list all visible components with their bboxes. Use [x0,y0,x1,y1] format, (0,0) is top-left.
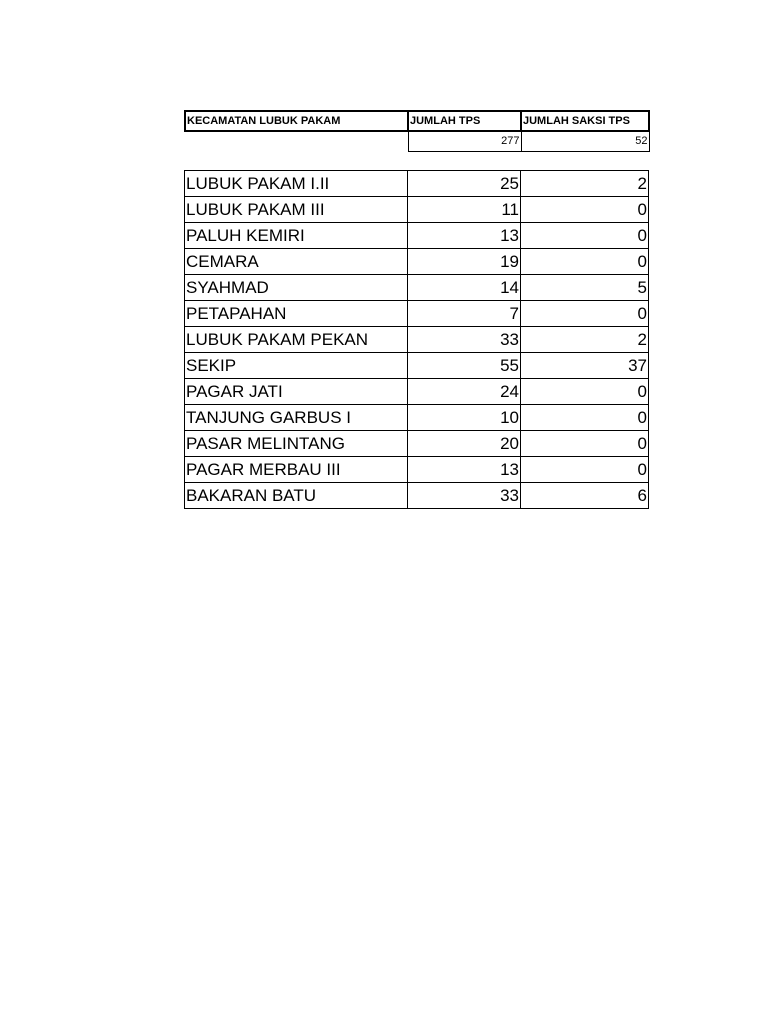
table-row [185,405,649,431]
tps-count-cell: 10 [408,405,521,431]
village-table [184,170,649,509]
village-name-cell: PAGAR MERBAU III [185,457,408,483]
village-name-cell: LUBUK PAKAM III [185,197,408,223]
total-saksi: 52 [521,131,649,151]
tps-count-cell: 19 [408,249,521,275]
village-name-cell: LUBUK PAKAM PEKAN [185,327,408,353]
village-name-cell: PETAPAHAN [185,301,408,327]
village-name-cell: BAKARAN BATU [185,483,408,509]
village-name-cell: LUBUK PAKAM I.II [185,171,408,197]
tps-count-cell: 7 [408,301,521,327]
total-blank-cell [185,131,408,151]
tps-count-cell: 33 [408,327,521,353]
table-row [185,379,649,405]
saksi-count-cell: 0 [521,457,649,483]
saksi-count-cell: 0 [521,223,649,249]
tps-count-cell: 13 [408,223,521,249]
saksi-count-cell: 0 [521,249,649,275]
saksi-count-cell: 0 [521,197,649,223]
saksi-count-cell: 6 [521,483,649,509]
summary-total-row [185,131,649,151]
village-name-cell: PAGAR JATI [185,379,408,405]
tps-count-cell: 14 [408,275,521,301]
village-name-cell: PASAR MELINTANG [185,431,408,457]
saksi-count-cell: 0 [521,405,649,431]
table-row [185,249,649,275]
saksi-count-cell: 0 [521,301,649,327]
saksi-count-cell: 2 [521,171,649,197]
tps-count-cell: 20 [408,431,521,457]
summary-header-row [185,111,649,131]
table-row [185,457,649,483]
saksi-count-cell: 2 [521,327,649,353]
table-row [185,197,649,223]
village-table-body [185,171,649,509]
saksi-count-cell: 5 [521,275,649,301]
header-jumlah-tps: JUMLAH TPS [408,111,521,131]
table-row [185,275,649,301]
tps-count-cell: 13 [408,457,521,483]
tps-count-cell: 55 [408,353,521,379]
header-kecamatan: KECAMATAN LUBUK PAKAM [185,111,408,131]
tps-count-cell: 11 [408,197,521,223]
total-tps: 277 [408,131,521,151]
tps-count-cell: 25 [408,171,521,197]
village-name-cell: CEMARA [185,249,408,275]
village-name-cell: SEKIP [185,353,408,379]
village-name-cell: PALUH KEMIRI [185,223,408,249]
table-row [185,431,649,457]
tps-count-cell: 24 [408,379,521,405]
table-row [185,223,649,249]
tps-count-cell: 33 [408,483,521,509]
header-jumlah-saksi-tps: JUMLAH SAKSI TPS [521,111,649,131]
saksi-count-cell: 0 [521,379,649,405]
saksi-count-cell: 37 [521,353,649,379]
table-row [185,171,649,197]
summary-table [184,110,650,152]
village-name-cell: SYAHMAD [185,275,408,301]
table-row [185,483,649,509]
table-row [185,353,649,379]
saksi-count-cell: 0 [521,431,649,457]
table-row [185,327,649,353]
village-name-cell: TANJUNG GARBUS I [185,405,408,431]
table-row [185,301,649,327]
